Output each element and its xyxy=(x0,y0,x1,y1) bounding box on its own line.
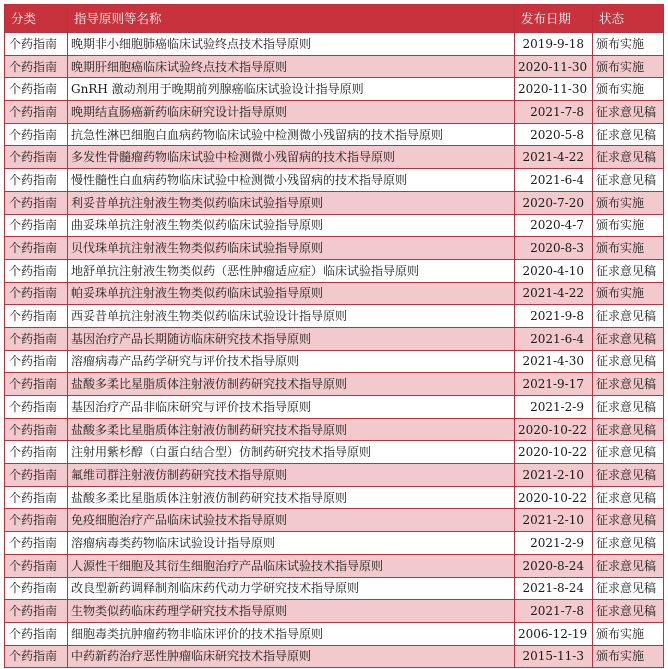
cell-category: 个药指南 xyxy=(5,554,68,577)
cell-category: 个药指南 xyxy=(5,191,68,214)
cell-category: 个药指南 xyxy=(5,305,68,328)
table-row xyxy=(5,600,664,623)
cell-category: 个药指南 xyxy=(5,282,68,305)
cell-category: 个药指南 xyxy=(5,622,68,645)
table-row xyxy=(5,214,664,237)
cell-category: 个药指南 xyxy=(5,33,68,56)
cell-status: 征求意见稿 xyxy=(593,259,664,282)
table-row xyxy=(5,191,664,214)
cell-date: 2020-11-30 xyxy=(515,78,593,101)
cell-category: 个药指南 xyxy=(5,55,68,78)
cell-status: 颁布实施 xyxy=(593,282,664,305)
table-row xyxy=(5,396,664,419)
cell-name: 利妥昔单抗注射液生物类似药临床试验指导原则 xyxy=(68,191,515,214)
cell-date: 2020-10-22 xyxy=(515,441,593,464)
table-row xyxy=(5,464,664,487)
cell-date: 2020-5-8 xyxy=(515,123,593,146)
cell-date: 2021-9-8 xyxy=(515,305,593,328)
cell-category: 个药指南 xyxy=(5,146,68,169)
table-row xyxy=(5,55,664,78)
cell-status: 征求意见稿 xyxy=(593,123,664,146)
cell-date: 2021-9-17 xyxy=(515,373,593,396)
cell-date: 2021-6-4 xyxy=(515,169,593,192)
cell-name: 多发性骨髓瘤药物临床试验中检测微小残留病的技术指导原则 xyxy=(68,146,515,169)
cell-date: 2021-2-10 xyxy=(515,509,593,532)
cell-name: 注射用紫杉醇（白蛋白结合型）仿制药研究技术指导原则 xyxy=(68,441,515,464)
cell-category: 个药指南 xyxy=(5,418,68,441)
cell-name: 地舒单抗注射液生物类似药（恶性肿瘤适应症）临床试验指导原则 xyxy=(68,259,515,282)
cell-date: 2020-4-7 xyxy=(515,214,593,237)
cell-name: 基因治疗产品长期随访临床研究技术指导原则 xyxy=(68,327,515,350)
cell-name: 盐酸多柔比星脂质体注射液仿制药研究技术指导原则 xyxy=(68,486,515,509)
cell-status: 颁布实施 xyxy=(593,622,664,645)
cell-name: 晚期非小细胞肺癌临床试验终点技术指导原则 xyxy=(68,33,515,56)
cell-name: 晚期结直肠癌新药临床研究设计指导原则 xyxy=(68,101,515,124)
cell-date: 2021-4-22 xyxy=(515,146,593,169)
cell-name: GnRH 激动剂用于晚期前列腺癌临床试验设计指导原则 xyxy=(68,78,515,101)
cell-date: 2021-4-22 xyxy=(515,282,593,305)
cell-name: 抗急性淋巴细胞白血病药物临床试验中检测微小残留病的技术指导原则 xyxy=(68,123,515,146)
table-row xyxy=(5,554,664,577)
table-row xyxy=(5,622,664,645)
table-row xyxy=(5,123,664,146)
cell-name: 改良型新药调释制剂临床药代动力学研究技术指导原则 xyxy=(68,577,515,600)
cell-date: 2021-2-9 xyxy=(515,396,593,419)
cell-name: 贝伐珠单抗注射液生物类似药临床试验指导原则 xyxy=(68,237,515,260)
cell-category: 个药指南 xyxy=(5,464,68,487)
cell-status: 征求意见稿 xyxy=(593,600,664,623)
cell-date: 2021-7-8 xyxy=(515,600,593,623)
cell-status: 征求意见稿 xyxy=(593,373,664,396)
cell-name: 免疫细胞治疗产品临床试验技术指导原则 xyxy=(68,509,515,532)
cell-status: 颁布实施 xyxy=(593,33,664,56)
cell-date: 2015-11-3 xyxy=(515,645,593,668)
cell-name: 帕妥珠单抗注射液生物类似药临床试验指导原则 xyxy=(68,282,515,305)
table-body xyxy=(5,33,664,668)
cell-status: 颁布实施 xyxy=(593,55,664,78)
cell-date: 2019-9-18 xyxy=(515,33,593,56)
cell-date: 2020-11-30 xyxy=(515,55,593,78)
guideline-table xyxy=(4,4,664,668)
cell-status: 颁布实施 xyxy=(593,237,664,260)
cell-category: 个药指南 xyxy=(5,78,68,101)
cell-name: 生物类似药临床药理学研究技术指导原则 xyxy=(68,600,515,623)
cell-date: 2021-7-8 xyxy=(515,101,593,124)
cell-date: 2021-2-9 xyxy=(515,532,593,555)
table-row xyxy=(5,532,664,555)
table-row xyxy=(5,282,664,305)
table-row xyxy=(5,350,664,373)
table-row xyxy=(5,418,664,441)
cell-status: 颁布实施 xyxy=(593,78,664,101)
cell-category: 个药指南 xyxy=(5,645,68,668)
cell-status: 征求意见稿 xyxy=(593,327,664,350)
header-name: 指导原则等名称 xyxy=(68,5,515,33)
table-row xyxy=(5,373,664,396)
cell-status: 征求意见稿 xyxy=(593,146,664,169)
table-row xyxy=(5,237,664,260)
cell-category: 个药指南 xyxy=(5,373,68,396)
cell-date: 2020-7-20 xyxy=(515,191,593,214)
table-row xyxy=(5,101,664,124)
cell-category: 个药指南 xyxy=(5,441,68,464)
cell-status: 征求意见稿 xyxy=(593,486,664,509)
cell-name: 盐酸多柔比星脂质体注射液仿制药研究技术指导原则 xyxy=(68,418,515,441)
cell-category: 个药指南 xyxy=(5,509,68,532)
cell-category: 个药指南 xyxy=(5,259,68,282)
table-row xyxy=(5,169,664,192)
cell-category: 个药指南 xyxy=(5,123,68,146)
cell-status: 征求意见稿 xyxy=(593,577,664,600)
cell-name: 氟维司群注射液仿制药研究技术指导原则 xyxy=(68,464,515,487)
cell-date: 2021-8-24 xyxy=(515,577,593,600)
cell-name: 溶瘤病毒类药物临床试验设计指导原则 xyxy=(68,532,515,555)
cell-date: 2021-6-4 xyxy=(515,327,593,350)
cell-name: 溶瘤病毒产品药学研究与评价技术指导原则 xyxy=(68,350,515,373)
table-row xyxy=(5,146,664,169)
cell-category: 个药指南 xyxy=(5,600,68,623)
cell-status: 征求意见稿 xyxy=(593,350,664,373)
cell-category: 个药指南 xyxy=(5,169,68,192)
cell-name: 盐酸多柔比星脂质体注射液仿制药研究技术指导原则 xyxy=(68,373,515,396)
cell-status: 颁布实施 xyxy=(593,214,664,237)
cell-status: 颁布实施 xyxy=(593,645,664,668)
cell-name: 慢性髓性白血病药物临床试验中检测微小残留病的技术指导原则 xyxy=(68,169,515,192)
table-header-row xyxy=(5,5,664,33)
table-row xyxy=(5,577,664,600)
cell-status: 征求意见稿 xyxy=(593,509,664,532)
cell-name: 人源性干细胞及其衍生细胞治疗产品临床试验技术指导原则 xyxy=(68,554,515,577)
cell-name: 晚期肝细胞癌临床试验终点技术指导原则 xyxy=(68,55,515,78)
cell-category: 个药指南 xyxy=(5,350,68,373)
table-row xyxy=(5,305,664,328)
table-row xyxy=(5,33,664,56)
cell-category: 个药指南 xyxy=(5,237,68,260)
cell-date: 2006-12-19 xyxy=(515,622,593,645)
table-row xyxy=(5,441,664,464)
cell-category: 个药指南 xyxy=(5,101,68,124)
cell-status: 征求意见稿 xyxy=(593,554,664,577)
cell-status: 征求意见稿 xyxy=(593,396,664,419)
cell-category: 个药指南 xyxy=(5,532,68,555)
cell-status: 颁布实施 xyxy=(593,191,664,214)
cell-date: 2020-10-22 xyxy=(515,418,593,441)
cell-date: 2020-10-22 xyxy=(515,486,593,509)
cell-date: 2021-2-10 xyxy=(515,464,593,487)
header-date: 发布日期 xyxy=(515,5,593,33)
cell-date: 2020-8-3 xyxy=(515,237,593,260)
table-row xyxy=(5,327,664,350)
cell-status: 征求意见稿 xyxy=(593,441,664,464)
table-row xyxy=(5,486,664,509)
cell-date: 2020-4-10 xyxy=(515,259,593,282)
cell-category: 个药指南 xyxy=(5,577,68,600)
table-row xyxy=(5,259,664,282)
table-row xyxy=(5,509,664,532)
cell-status: 征求意见稿 xyxy=(593,418,664,441)
cell-date: 2021-4-30 xyxy=(515,350,593,373)
cell-category: 个药指南 xyxy=(5,396,68,419)
header-status: 状态 xyxy=(593,5,664,33)
header-category: 分类 xyxy=(5,5,68,33)
cell-status: 征求意见稿 xyxy=(593,101,664,124)
cell-category: 个药指南 xyxy=(5,327,68,350)
cell-status: 征求意见稿 xyxy=(593,532,664,555)
cell-category: 个药指南 xyxy=(5,214,68,237)
cell-date: 2020-8-24 xyxy=(515,554,593,577)
table-row xyxy=(5,645,664,668)
cell-status: 征求意见稿 xyxy=(593,305,664,328)
table-row xyxy=(5,78,664,101)
cell-name: 中药新药治疗恶性肿瘤临床研究技术指导原则 xyxy=(68,645,515,668)
cell-name: 西妥昔单抗注射液生物类似药临床试验设计指导原则 xyxy=(68,305,515,328)
cell-name: 基因治疗产品非临床研究与评价技术指导原则 xyxy=(68,396,515,419)
cell-name: 细胞毒类抗肿瘤药物非临床评价的技术指导原则 xyxy=(68,622,515,645)
cell-category: 个药指南 xyxy=(5,486,68,509)
cell-name: 曲妥珠单抗注射液生物类似药临床试验指导原则 xyxy=(68,214,515,237)
cell-status: 征求意见稿 xyxy=(593,464,664,487)
cell-status: 征求意见稿 xyxy=(593,169,664,192)
